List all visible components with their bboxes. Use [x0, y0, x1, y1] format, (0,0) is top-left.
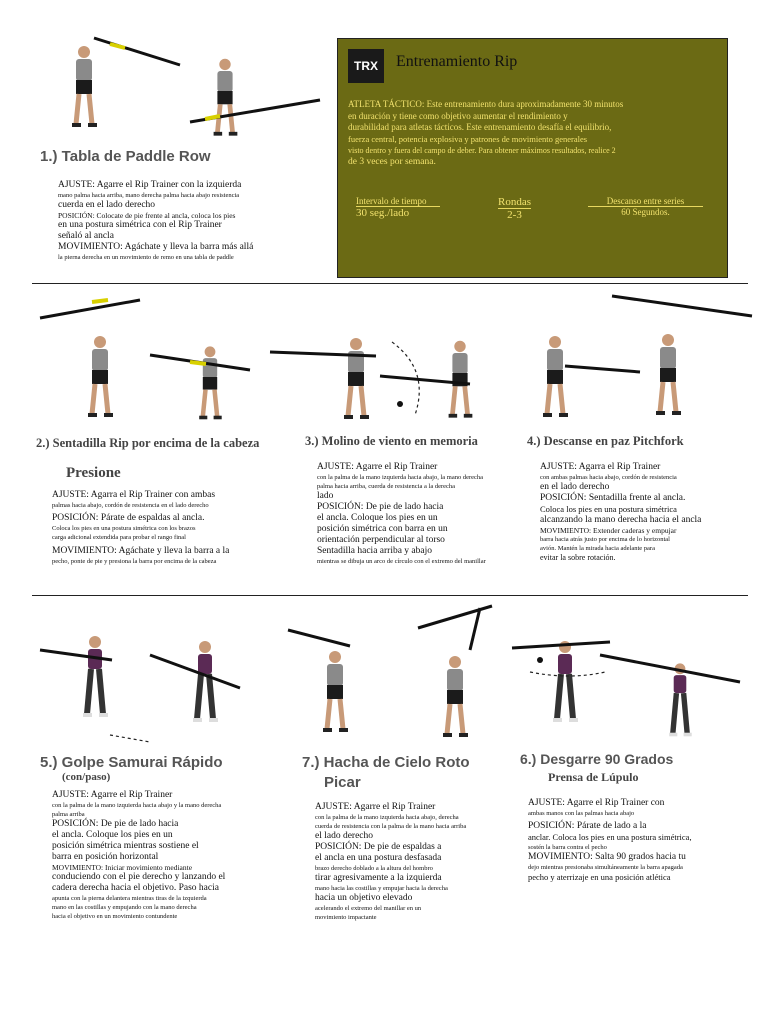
figure-ex7b	[418, 606, 492, 737]
ex2-title: 2.) Sentadilla Rip por encima de la cabeza	[36, 436, 260, 450]
figure-ex4a	[543, 336, 640, 417]
rest-stat: Descanso entre series 60 Segundos.	[588, 196, 703, 217]
ex5-subtitle: (con/paso)	[62, 771, 111, 783]
rounds-stat: Rondas 2-3	[498, 196, 531, 221]
figure-ex5b	[150, 641, 240, 722]
divider-1	[32, 283, 748, 284]
ex6-subtitle: Prensa de Lúpulo	[548, 770, 639, 784]
figure-ex1b	[190, 59, 320, 136]
workout-description: ATLETA TÁCTICO: Este entrenamiento dura aproximadamente 30 minutos en duración y tiene como objetivo aumentar el rendimiento y durabilidad para atletas tácticos. Este entrenamiento desafía el equilibrio, fuerza central, potencia explosiva y patrones de movimiento generales visto dentro y fuera del campo de deber. Para obtener máximos resultados, realice 2 de 3 veces por semana.	[348, 99, 624, 167]
ex4-title: 4.) Descanse en paz Pitchfork	[527, 434, 684, 448]
figure-ex5a	[40, 636, 112, 717]
ex5-title: 5.) Golpe Samurai Rápido	[40, 754, 223, 771]
ex2-instructions: AJUSTE: Agarra el Rip Trainer con ambas palmas hacia abajo, cordón de resistencia en el lado derecho POSICIÓN: Párate de espaldas al ancla. Coloca los pies en una postura simétrica con los brazos carga adicional extendida para probar el rango final MOVIMIENTO: Agáchate y lleva la barra a la pecho, ponte de pie y presiona la barra por encima de la cabeza	[52, 490, 230, 565]
figure-ex3b	[380, 341, 472, 418]
figure-ex4b	[612, 296, 752, 415]
figure-ex6a	[512, 641, 610, 722]
ex5-instructions: AJUSTE: Agarre el Rip Trainer con la palma de la mano izquierda hacia abajo y la mano derecha palma arriba POSICIÓN: De pie de lado hacia el ancla. Coloque los pies en un posición simétrica mientras sostiene el barra en posición horizontal MOVIMIENTO: Iniciar movimiento mediante conduciendo con el pie derecho y lanzando el cadera derecha hacia el objetivo. Paso hacia apunta con la pierna delantera mientras tiras de la izquierda mano en las costillas y empujando con la mano derecha hacia el objetivo en un movimiento contundente	[52, 790, 226, 920]
ex4-instructions: AJUSTE: Agarra el Rip Trainer con ambas palmas hacia abajo, cordón de resistencia en el lado derecho POSICIÓN: Sentadilla frente al ancla. Coloca los pies en una postura simétrica alcanzando la mano derecha hacia el ancla MOVIMIENTO: Extender caderas y empujar barra hacia atrás justo por encima de lo horizontal avión. Mantén la mirada hacia adelante para evitar la sobre rotación.	[540, 462, 702, 562]
figure-ex1a	[72, 38, 180, 127]
trx-logo: TRX	[348, 49, 384, 83]
interval-stat: Intervalo de tiempo 30 seg./lado	[356, 196, 440, 219]
ex2-subtitle: Presione	[66, 465, 121, 481]
ex1-title: 1.) Tabla de Paddle Row	[40, 148, 211, 165]
ex3-instructions: AJUSTE: Agarre el Rip Trainer con la palma de la mano izquierda hacia abajo, la mano derecha palma hacia arriba, cuerda de resistencia a la derecha lado POSICIÓN: De pie de lado hacia el ancla. Coloque los pies en un posición simétrica con barra en un orientación perpendicular al torso Sentadilla hacia arriba y abajo mientras se dibuja un arco de círculo con el extremo del manillar	[317, 462, 486, 565]
workout-title: Entrenamiento Rip	[396, 53, 518, 70]
ex7-instructions: AJUSTE: Agarre el Rip Trainer con la palma de la mano izquierda hacia abajo, derecha cuerda de resistencia con la palma de la mano hacia arriba el lado derecho POSICIÓN: De pie de espaldas a el ancla en una postura desfasada brazo derecho doblado a la altura del hombro tirar agresivamente a la izquierda mano hacia las costillas y empujar hacia la derecha hacia un objetivo elevado acelerando el extremo del manillar en un movimiento impactante	[315, 802, 467, 921]
divider-2	[32, 595, 748, 596]
ex3-title: 3.) Molino de viento en memoria	[305, 434, 478, 448]
ex7-subtitle: Picar	[324, 774, 361, 791]
figure-ex2b	[150, 346, 250, 419]
figure-ex3a	[270, 338, 376, 419]
workout-info-box	[337, 38, 728, 278]
figure-ex7a	[288, 630, 350, 732]
figure-ex6b	[600, 655, 740, 736]
figure-ex2a	[40, 300, 140, 417]
ex1-instructions: AJUSTE: Agarre el Rip Trainer con la izquierda mano palma hacia arriba, mano derecha palma hacia abajo resistencia cuerda en el lado derecho POSICIÓN: Colocate de pie frente al ancla, coloca los pies en una postura simétrica con el Rip Trainer señaló al ancla MOVIMIENTO: Agáchate y lleva la barra más allá la pierna derecha en un movimiento de remo en una tabla de paddle	[58, 180, 254, 261]
ex6-instructions: AJUSTE: Agarre el Rip Trainer con ambas manos con las palmas hacia abajo POSICIÓN: Párate de lado a la anclar. Coloca los pies en una postura simétrica, sostén la barra contra el pecho MOVIMIENTO: Salta 90 grados hacia tu dejo mientras presionaba simultáneamente la barra apagada pecho y aterrizaje en una posición atlética	[528, 798, 692, 882]
ex6-title: 6.) Desgarre 90 Grados	[520, 751, 674, 767]
ex7-title: 7.) Hacha de Cielo Roto	[302, 754, 470, 771]
